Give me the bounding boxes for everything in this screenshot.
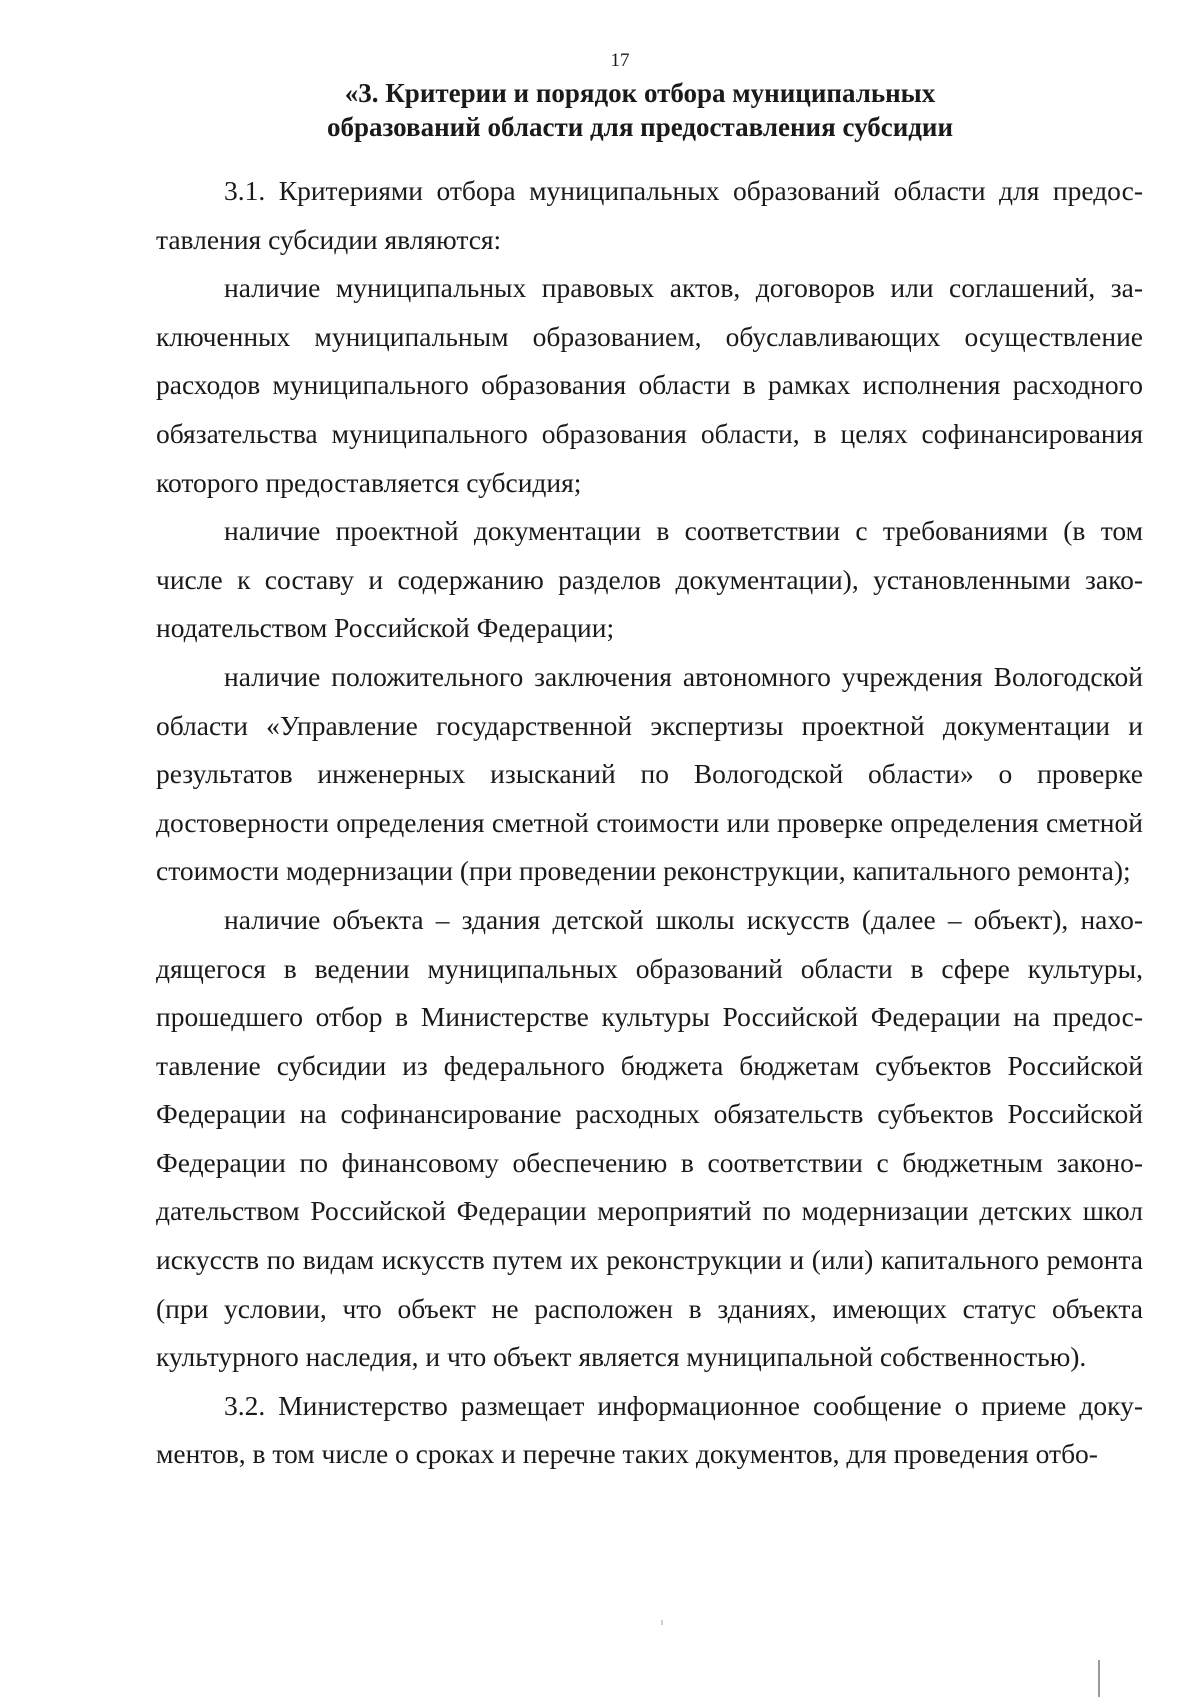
- paragraph-3-1: 3.1. Критериями отбора муниципальных образований области для предоставления субсидии являются:: [156, 175, 1143, 255]
- document-body: [156, 167, 1143, 1479]
- paragraph-criterion-project-docs: наличие проектной документации в соответствии с требованиями (в том числе к составу и содержанию разделов документации), установленными законодательством Российской Федерации;: [156, 515, 1143, 644]
- paragraph-criterion-legal-acts: наличие муниципальных правовых актов, договоров или соглашений, заключенных муниципальным образованием, обуславливающих осуществление расходов муниципального образования области в рамках исполнения расходного обязательства муниципального образования области, в целях софинансирования которого предоставляется субсидия;: [156, 272, 1143, 498]
- page-number: 17: [610, 50, 630, 71]
- scan-speck: [661, 1620, 663, 1625]
- section-heading-line-2: образований области для предоставления субсидии: [326, 112, 954, 142]
- section-heading-line-1: «3. Критерии и порядок отбора муниципальных: [344, 78, 936, 108]
- paragraph-3-2: 3.2. Министерство размещает информационное сообщение о приеме документов, в том числе о сроках и перечне таких документов, для проведения отбо-: [156, 1389, 1143, 1470]
- paragraph-criterion-expertise: наличие положительного заключения автономного учреждения Вологодской области «Управление государственной экспертизы проектной документации и результатов инженерных изысканий по Вологодской области» о проверке достоверности определения сметной стоимости или проверке определения сметной стоимости модернизации (при проведении реконструкции, капитального ремонта);: [156, 660, 1143, 887]
- section-heading: [160, 76, 1120, 144]
- scan-edge-mark: [1098, 1660, 1100, 1697]
- paragraph-criterion-school-building: наличие объекта – здания детской школы искусств (далее – объект), находящегося в ведении муниципальных образований области в сфере культуры, прошедшего отбор в Министерстве культуры Российской Федерации на предоставление субсидии из федерального бюджета бюджетам субъектов Российской Федерации на софинансирование расходных обязательств субъектов Российской Федерации по финансовому обеспечению в соответствии с бюджетным законодательством Российской Федерации мероприятий по модернизации детских школ искусств по видам искусств путем их реконструкции и (или) капитального ремонта (при условии, что объект не расположен в зданиях, имеющих статус объекта культурного наследия, и что объект является муниципальной собственностью).: [156, 903, 1143, 1373]
